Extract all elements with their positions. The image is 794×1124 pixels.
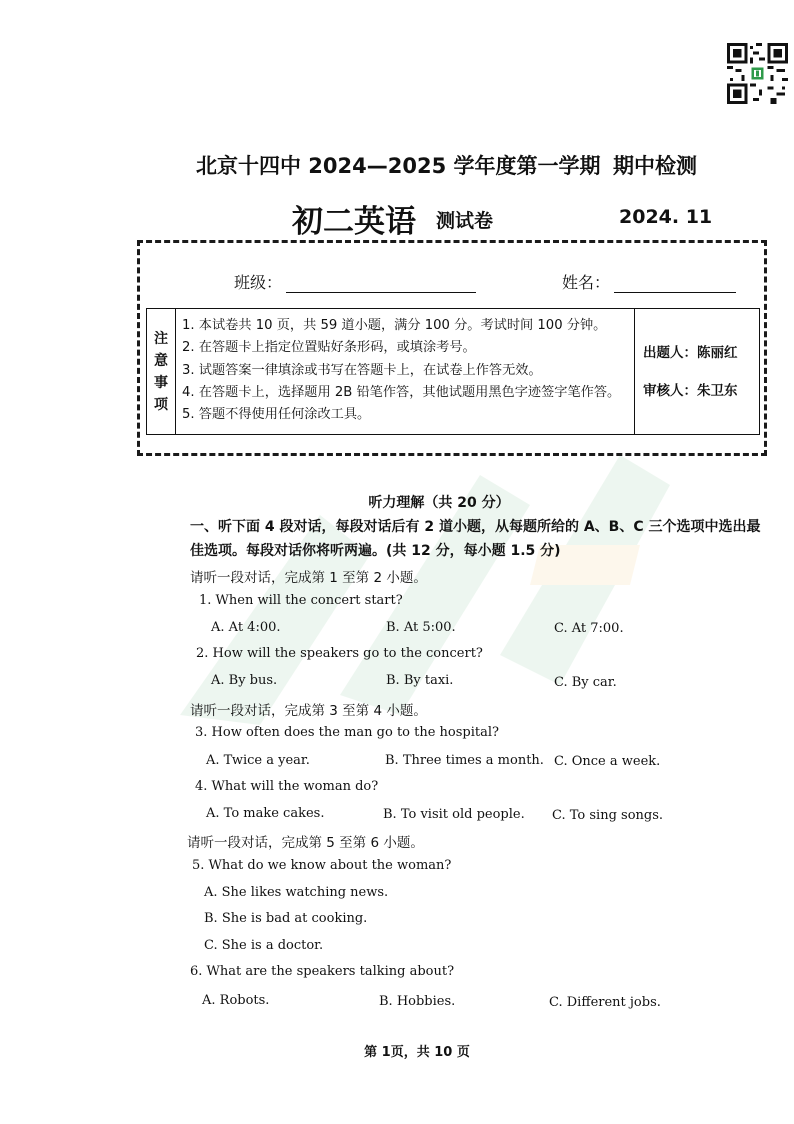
answer-option[interactable]: A. Robots. bbox=[202, 993, 270, 1008]
qr-code bbox=[727, 43, 788, 104]
dialogue-prompt: 请听一段对话，完成第 5 至第 6 小题。 bbox=[187, 835, 424, 851]
answer-option[interactable]: C. She is a doctor. bbox=[204, 938, 324, 953]
answer-option[interactable]: C. Once a week. bbox=[554, 754, 661, 769]
dialogue-prompt: 请听一段对话，完成第 1 至第 2 小题。 bbox=[190, 570, 427, 586]
exam-name: 期中检测 bbox=[613, 154, 697, 178]
subject-line bbox=[0, 196, 794, 240]
question-setter: 出题人：陈丽红 bbox=[643, 344, 738, 361]
part-instruction: 一、听下面 4 段对话，每段对话后有 2 道小题，从每题所给的 A、B、C 三个选项中选出最佳选项。每段对话你将听两遍。(共 12 分，每小题 1.5 分) bbox=[190, 519, 761, 559]
class-field[interactable] bbox=[234, 270, 476, 293]
notice-table bbox=[146, 308, 760, 435]
answer-option[interactable]: C. Different jobs. bbox=[549, 995, 661, 1010]
answer-option[interactable]: A. To make cakes. bbox=[206, 806, 325, 821]
reviewer: 审核人：朱卫东 bbox=[643, 382, 738, 399]
class-label: 班级： bbox=[234, 273, 283, 292]
subject-title: 初二英语 bbox=[292, 204, 416, 240]
notice-item: 2. 在答题卡上指定位置贴好条形码，或填涂考号。 bbox=[182, 340, 476, 356]
notice-item: 1. 本试卷共 10 页，共 59 道小题，满分 100 分。考试时间 100 分钟。 bbox=[182, 318, 607, 333]
answer-option[interactable]: B. By taxi. bbox=[386, 673, 454, 688]
answer-option[interactable]: A. Twice a year. bbox=[206, 753, 310, 768]
notice-heading-char: 事 bbox=[154, 374, 168, 391]
notice-item: 4. 在答题卡上，选择题用 2B 铅笔作答，其他试题用黑色字迹签字笔作答。 bbox=[182, 384, 621, 400]
name-label: 姓名： bbox=[562, 273, 611, 292]
notice-heading bbox=[147, 309, 176, 434]
answer-option[interactable]: A. At 4:00. bbox=[211, 620, 281, 635]
answer-option[interactable]: B. Hobbies. bbox=[379, 994, 456, 1009]
page-indicator: 第 1页，共 10 页 bbox=[364, 1045, 470, 1060]
answer-option[interactable]: C. To sing songs. bbox=[552, 808, 664, 823]
question-stem: 4. What will the woman do? bbox=[195, 779, 379, 794]
notice-heading-char: 意 bbox=[154, 352, 168, 369]
staff-info bbox=[635, 309, 759, 434]
paper-type: 测试卷 bbox=[436, 210, 494, 232]
notice-item: 5. 答题不得使用任何涂改工具。 bbox=[182, 407, 371, 423]
notice-heading-char: 项 bbox=[154, 396, 168, 413]
section-title: 听力理解（共 20 分） bbox=[368, 495, 510, 511]
dialogue-prompt: 请听一段对话，完成第 3 至第 4 小题。 bbox=[190, 703, 427, 719]
notice-item: 3. 试题答案一律填涂或书写在答题卡上，在试卷上作答无效。 bbox=[182, 362, 542, 378]
answer-option[interactable]: C. By car. bbox=[554, 675, 617, 690]
notice-heading-char: 注 bbox=[154, 330, 168, 347]
name-input-line[interactable] bbox=[614, 274, 736, 293]
question-stem: 2. How will the speakers go to the concert? bbox=[196, 646, 483, 661]
notice-list bbox=[176, 309, 635, 434]
question-stem: 6. What are the speakers talking about? bbox=[190, 964, 455, 979]
answer-option[interactable]: B. Three times a month. bbox=[385, 753, 544, 768]
exam-date: 2024. 11 bbox=[619, 206, 713, 228]
answer-option[interactable]: B. To visit old people. bbox=[383, 807, 525, 822]
school-term-title: 北京十四中 2024—2025 学年度第一学期 bbox=[196, 154, 601, 178]
answer-option[interactable]: B. She is bad at cooking. bbox=[204, 911, 368, 926]
name-field[interactable] bbox=[562, 270, 736, 293]
answer-option[interactable]: C. At 7:00. bbox=[554, 621, 624, 636]
answer-option[interactable]: A. She likes watching news. bbox=[204, 885, 389, 900]
question-stem: 5. What do we know about the woman? bbox=[192, 858, 452, 873]
question-stem: 3. How often does the man go to the hospital? bbox=[195, 725, 500, 740]
answer-option[interactable]: B. At 5:00. bbox=[386, 620, 456, 635]
question-stem: 1. When will the concert start? bbox=[199, 593, 403, 608]
answer-option[interactable]: A. By bus. bbox=[211, 673, 278, 688]
class-input-line[interactable] bbox=[286, 274, 476, 293]
